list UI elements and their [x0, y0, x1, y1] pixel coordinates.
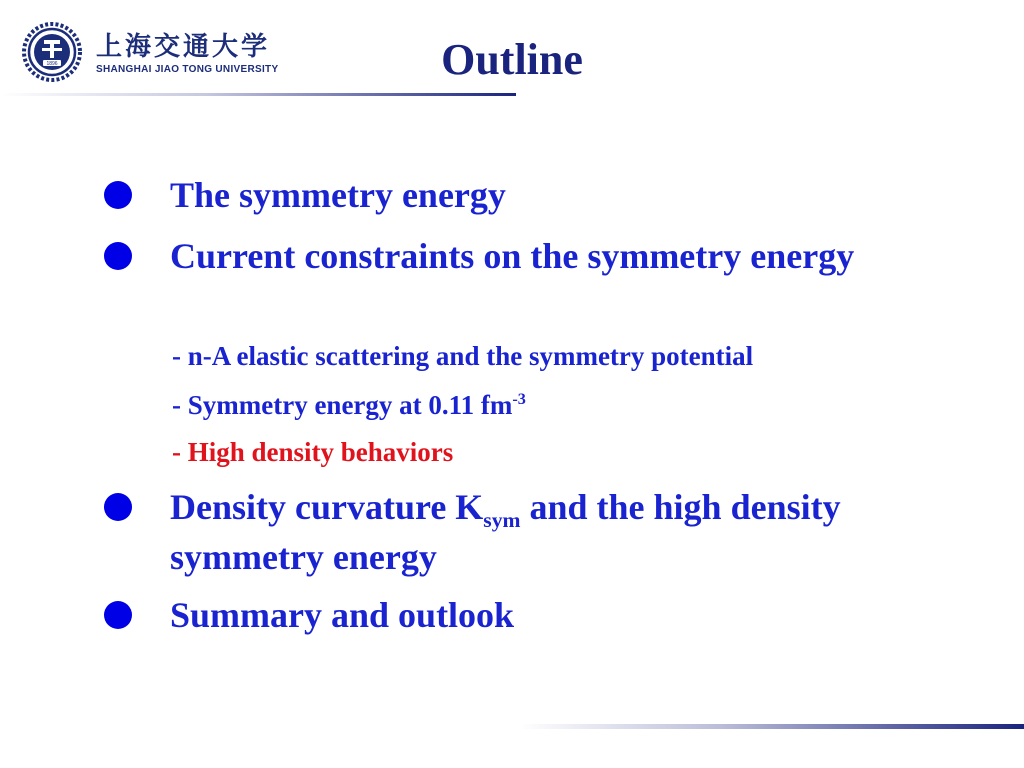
- outline-item-prefix: Density curvature K: [170, 487, 484, 527]
- outline-item-text: Summary and outlook: [170, 595, 515, 635]
- bullet-dot-icon: [104, 242, 132, 270]
- sub-item-text: - Symmetry energy at 0.11 fm: [172, 390, 513, 420]
- outline-item-subscript: sym: [483, 508, 521, 533]
- sub-item-text: - High density behaviors: [172, 437, 454, 467]
- sub-item-3: [172, 435, 972, 469]
- outline-item-text: Current constraints on the symmetry energy: [170, 236, 855, 276]
- sub-item-1: [172, 339, 972, 373]
- bullet-dot-icon: [104, 181, 132, 209]
- sub-item-2: [172, 388, 972, 422]
- university-name-chinese: 上海交通大学: [96, 32, 271, 62]
- seal-year: 1896: [46, 61, 58, 67]
- outline-item-text: The symmetry energy: [170, 175, 506, 215]
- footer-rule: [520, 724, 1024, 729]
- sub-item-text: - n-A elastic scattering and the symmetry potential: [172, 341, 754, 371]
- university-name-english: SHANGHAI JIAO TONG UNIVERSITY: [96, 64, 279, 75]
- sub-item-superscript: -3: [512, 390, 526, 408]
- outline-item-text: [170, 482, 960, 582]
- outline-item-suffix: and the high density symmetry energy: [170, 487, 841, 577]
- bullet-dot-icon: [104, 493, 132, 521]
- bullet-dot-icon: [104, 601, 132, 629]
- slide-title: Outline: [441, 35, 583, 84]
- title-underline: [0, 93, 516, 96]
